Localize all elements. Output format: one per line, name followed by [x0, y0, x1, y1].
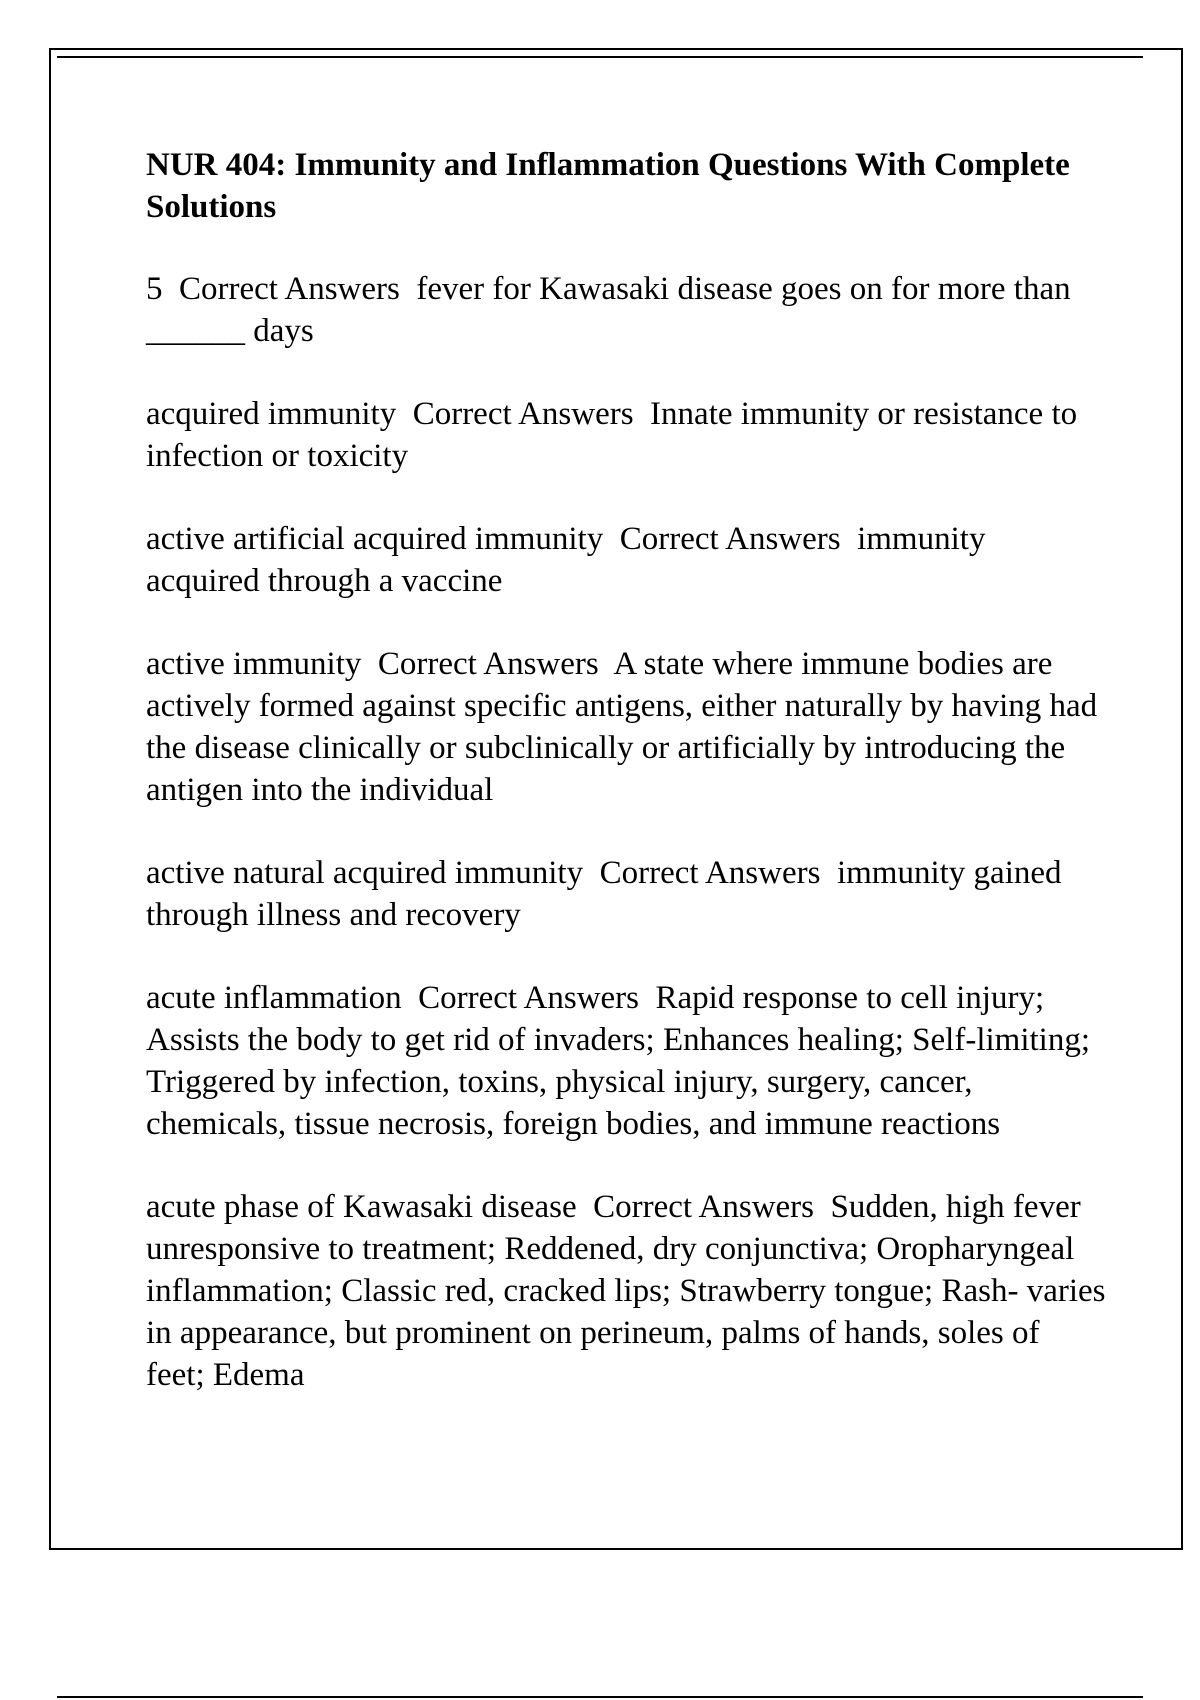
qa-entry: active immunity Correct Answers A state where immune bodies are actively formed against specific antigens, either naturally by having had the disease clinically or subclinically or artificially by introducing the antigen into the individual — [146, 646, 1106, 808]
document-title: NUR 404: Immunity and Inflammation Questions With Complete Solutions — [146, 147, 1070, 225]
qa-entry: acute phase of Kawasaki disease Correct Answers Sudden, high fever unresponsive to treatment; Reddened, dry conjunctiva; Oropharyngeal inflammation; Classic red, cracked lips; Strawberry tongue; Rash- varies in appearance, but prominent on perineum, palms of hands, soles of feet; Edema — [146, 1189, 1114, 1393]
qa-entry: active artificial acquired immunity Correct Answers immunity acquired through a vaccine — [146, 521, 994, 599]
top-rule — [57, 56, 1143, 58]
document-body — [146, 144, 1114, 1437]
bottom-rule — [57, 1696, 1143, 1698]
qa-entry: 5 Correct Answers fever for Kawasaki disease goes on for more than ______ days — [146, 271, 1079, 349]
qa-entry: active natural acquired immunity Correct Answers immunity gained through illness and recovery — [146, 855, 1070, 933]
qa-entry: acquired immunity Correct Answers Innate immunity or resistance to infection or toxicity — [146, 396, 1086, 474]
qa-entry: acute inflammation Correct Answers Rapid response to cell injury; Assists the body to get rid of invaders; Enhances healing; Self-limiting; Triggered by infection, toxins, physical injury, surgery, cancer, chemicals, tissue necrosis, foreign bodies, and immune reactions — [146, 980, 1098, 1142]
